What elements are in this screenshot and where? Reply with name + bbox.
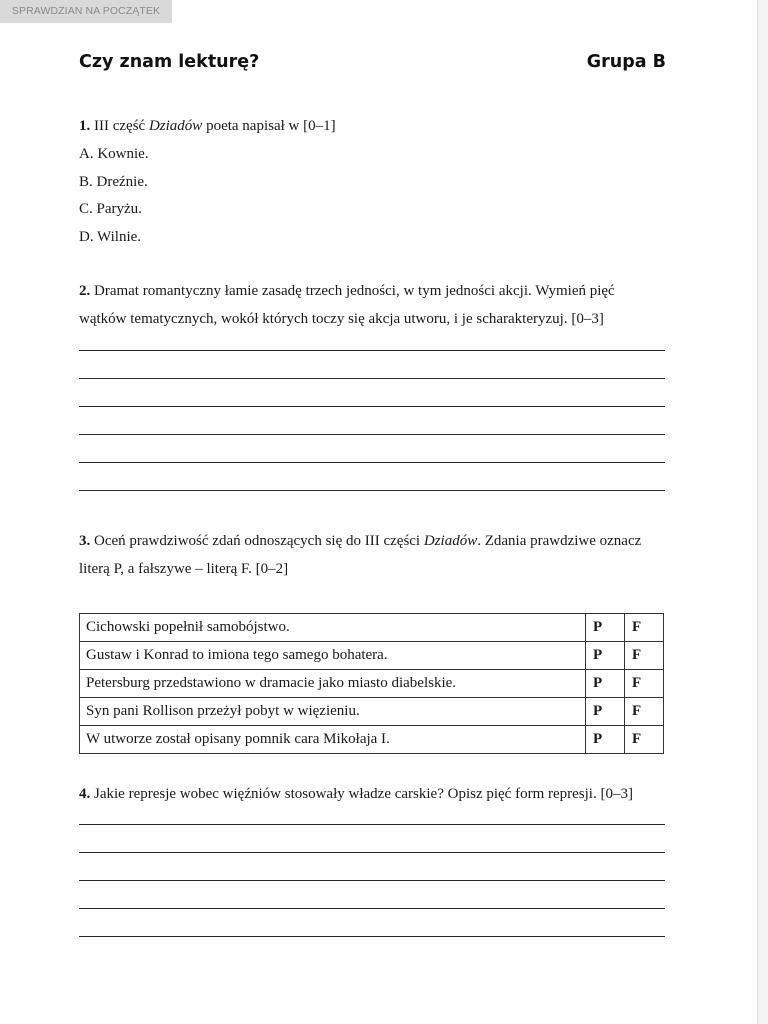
answer-option-b: B. Dreźnie. (79, 174, 148, 190)
section-tag: SPRAWDZIAN NA POCZĄTEK (0, 0, 172, 23)
table-row (80, 698, 664, 726)
question-number: 1. (79, 118, 91, 134)
table-row (80, 670, 664, 698)
false-option[interactable]: F (625, 698, 664, 726)
statement-cell: Gustaw i Konrad to imiona tego samego bohatera. (80, 642, 586, 670)
table-row (80, 726, 664, 754)
answer-line (79, 908, 665, 909)
statement-cell: Cichowski popełnił samobójstwo. (80, 614, 586, 642)
question-1: 1. III część Dziadów poeta napisał w [0–1] (79, 118, 336, 134)
italic-title: Dziadów (148, 118, 203, 134)
true-option[interactable]: P (586, 726, 625, 754)
table-row (80, 614, 664, 642)
true-option[interactable]: P (586, 614, 625, 642)
answer-option-d: D. Wilnie. (79, 229, 142, 245)
group-label: Grupa B (586, 52, 666, 72)
answer-line (79, 490, 665, 491)
statement-cell: W utworze został opisany pomnik cara Mikołaja I. (80, 726, 586, 754)
page-right-edge (757, 0, 768, 1024)
question-number: 3. (79, 533, 91, 549)
answer-line (79, 852, 665, 853)
statement-cell: Petersburg przedstawiono w dramacie jako miasto diabelskie. (80, 670, 586, 698)
italic-title: Dziadów (423, 533, 478, 549)
page-title: Czy znam lekturę? (79, 52, 260, 72)
question-number: 4. (79, 786, 91, 802)
answer-option-c: C. Paryżu. (79, 201, 142, 217)
true-false-table (79, 613, 664, 754)
true-option[interactable]: P (586, 670, 625, 698)
answer-option-a: A. Kownie. (79, 146, 149, 162)
question-4: 4. Jakie represje wobec więźniów stosowały władze carskie? Opisz pięć form represji. [0–3] (79, 786, 633, 802)
false-option[interactable]: F (625, 642, 664, 670)
false-option[interactable]: F (625, 670, 664, 698)
answer-line (79, 406, 665, 407)
question-number: 2. (79, 283, 91, 299)
answer-line (79, 462, 665, 463)
table-row (80, 642, 664, 670)
false-option[interactable]: F (625, 614, 664, 642)
answer-line (79, 350, 665, 351)
answer-line (79, 880, 665, 881)
question-3: 3. Oceń prawdziwość zdań odnoszących się do III części Dziadów. Zdania prawdziwe oznacz literą P, a fałszywe – literą F. [0–2] (79, 533, 642, 577)
true-option[interactable]: P (586, 698, 625, 726)
true-option[interactable]: P (586, 642, 625, 670)
question-2: 2. Dramat romantyczny łamie zasadę trzech jedności, w tym jedności akcji. Wymień pięć wątków tematycznych, wokół których toczy się akcja utworu, i je scharakteryzuj. [0–3] (79, 283, 615, 327)
answer-line (79, 378, 665, 379)
answer-line (79, 434, 665, 435)
answer-line (79, 936, 665, 937)
statement-cell: Syn pani Rollison przeżył pobyt w więzieniu. (80, 698, 586, 726)
answer-line (79, 824, 665, 825)
false-option[interactable]: F (625, 726, 664, 754)
